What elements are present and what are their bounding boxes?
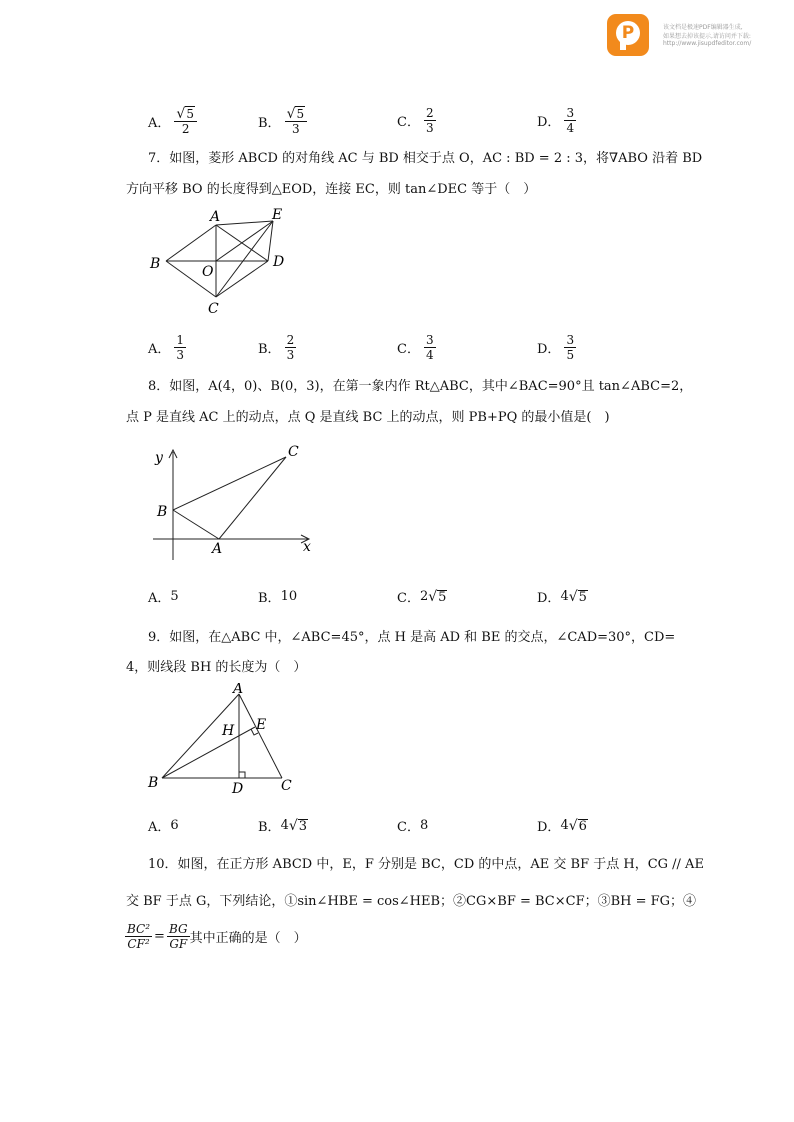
radical-sign-icon: √ [176, 106, 186, 122]
q9-option-d [537, 816, 588, 835]
option-label: A． [148, 591, 171, 606]
option-label: A． [148, 115, 171, 131]
q8-text-line2: 点 P 是直线 AC 上的动点，点 Q 是直线 BC 上的动点，则 PB+PQ 的最小值是( ) [126, 410, 610, 425]
fraction-numerator-sqrt [176, 106, 195, 121]
fraction-numerator: 3 [566, 333, 575, 347]
q7-option-b [258, 333, 296, 362]
q10-tail-text: 其中正确的是（ ） [189, 931, 307, 946]
radicand: 5 [578, 589, 587, 605]
q7-option-a [148, 333, 186, 362]
option-label: B． [258, 591, 281, 606]
option-fraction [424, 106, 436, 135]
option-coefficient: 2 [419, 589, 429, 604]
option-fraction [174, 106, 197, 136]
option-fraction [564, 106, 576, 135]
q8-label-a: A [212, 541, 223, 557]
q9-text-line1: 9．如图，在△ABC 中，∠ABC=45°，点 H 是高 AD 和 BE 的交点，∠CAD=30°，CD= [148, 630, 676, 645]
radicand: 6 [578, 818, 587, 834]
q10-text-line3 [125, 922, 307, 951]
fraction-numerator: 2 [286, 333, 295, 347]
watermark-line: http://www.jisupdfeditor.com/ [663, 40, 752, 47]
option-label: A． [148, 342, 171, 357]
option-label: D． [537, 591, 561, 606]
fraction-numerator [174, 106, 197, 122]
option-value: 8 [419, 818, 429, 833]
fraction-numerator: 3 [425, 333, 434, 347]
watermark-line: 如果想去掉该提示,请访问并下载: [663, 33, 751, 40]
q7-rhombus-figure [140, 205, 300, 320]
option-label: B． [258, 115, 281, 131]
option-label: C． [397, 115, 420, 130]
option-fraction [564, 333, 576, 362]
q8-option-b [258, 587, 297, 606]
q10-fraction-right [167, 922, 190, 951]
option-label: C． [397, 342, 420, 357]
q8-option-a [148, 587, 179, 606]
q7-label-o: O [202, 264, 214, 280]
fraction-denominator: 4 [566, 121, 575, 135]
q7-option-c [397, 333, 436, 362]
option-value: 10 [280, 589, 298, 604]
fraction-denominator: 5 [566, 348, 575, 362]
q10-frac1-num: BC² [127, 922, 151, 936]
option-coefficient: 4 [560, 589, 569, 604]
fraction-denominator: 4 [425, 348, 434, 362]
q6-option-a [148, 106, 197, 136]
q7-option-d [537, 333, 576, 362]
q10-frac2-num: BG [168, 922, 188, 936]
radicand: 3 [298, 818, 308, 834]
option-label: B． [258, 342, 281, 357]
q7-text-line1: 7．如图，菱形 ABCD 的对角线 AC 与 BD 相交于点 O，AC : BD = 2 : 3，将∇ABO 沿着 BD [148, 151, 703, 166]
option-sqrt [428, 589, 447, 605]
q8-option-c [397, 587, 447, 606]
q10-text-line1: 10．如图，在正方形 ABCD 中，E，F 分别是 BC，CD 的中点，AE 交 BF 于点 H，CG // AE [148, 857, 704, 872]
q9-label-a: A [233, 683, 244, 697]
radical-sign-icon: √ [288, 817, 298, 834]
q9-label-b: B [148, 775, 159, 791]
option-fraction [174, 333, 186, 362]
fraction-numerator [285, 106, 308, 122]
option-label: C． [397, 591, 420, 606]
q10-fraction-left [125, 922, 152, 951]
option-fraction [424, 333, 436, 362]
q7-label-d: D [273, 254, 285, 270]
q7-label-c: C [208, 301, 219, 317]
option-sqrt [569, 818, 588, 834]
option-value: 6 [170, 818, 179, 833]
option-coefficient: 4 [560, 818, 569, 833]
logo-letter: P [621, 23, 635, 43]
fraction-denominator: 3 [176, 348, 185, 362]
fraction-denominator: 3 [286, 348, 295, 362]
option-label: D． [537, 820, 561, 835]
q9-label-e: E [256, 717, 267, 733]
fraction-denominator: 3 [292, 122, 300, 136]
q6-option-b [258, 106, 307, 136]
option-label: D． [537, 342, 561, 357]
q7-label-b: B [150, 256, 161, 272]
q9-option-c [397, 816, 428, 835]
fraction-denominator: 2 [181, 122, 190, 136]
radical-sign-icon: √ [286, 106, 296, 122]
q9-label-c: C [281, 778, 292, 794]
q8-label-b: B [157, 504, 168, 520]
option-fraction [285, 106, 308, 136]
radicand: 5 [186, 107, 194, 121]
radicand: 5 [296, 107, 305, 121]
radical-sign-icon: √ [568, 588, 578, 605]
q6-option-c [397, 106, 436, 135]
radical-sign-icon: √ [428, 588, 438, 605]
option-label: D． [537, 115, 561, 130]
q7-label-a: A [210, 209, 221, 225]
option-sqrt [289, 818, 308, 834]
radical-sign-icon: √ [568, 817, 578, 834]
option-label: A． [148, 820, 171, 835]
q8-text-line1: 8．如图，A(4，0)、B(0，3)，在第一象内作 Rt△ABC，其中∠BAC=90°且 tan∠ABC=2， [148, 379, 693, 394]
option-sqrt [569, 589, 588, 605]
option-fraction [285, 333, 297, 362]
q9-option-b [258, 816, 308, 835]
q8-label-y: y [155, 450, 163, 466]
option-label: B． [258, 820, 281, 835]
fraction-numerator: 3 [566, 106, 575, 120]
radicand: 5 [438, 589, 447, 605]
q8-label-x: x [303, 539, 311, 555]
q8-coordinate-figure [145, 440, 325, 560]
q9-text-line2: 4，则线段 BH 的长度为（ ） [126, 660, 307, 675]
q10-text-line2: 交 BF 于点 G，下列结论，①sin∠HBE = cos∠HEB；②CG×BF = BC×CF；③BH = FG；④ [126, 894, 697, 909]
option-label: C． [397, 820, 420, 835]
q7-text-line2: 方向平移 BO 的长度得到△EOD，连接 EC，则 tan∠DEC 等于（ ） [126, 182, 537, 197]
pdf-editor-logo-icon [607, 14, 649, 56]
option-value: 5 [170, 589, 179, 604]
fraction-numerator: 1 [176, 333, 185, 347]
q10-equals: = [154, 929, 165, 944]
q7-label-e: E [272, 207, 283, 223]
q10-frac1-den: CF² [127, 937, 150, 951]
option-coefficient: 4 [280, 818, 289, 833]
q6-option-d [537, 106, 576, 135]
q9-label-d: D [232, 781, 244, 797]
q10-frac2-den: GF [169, 937, 188, 951]
fraction-numerator-sqrt [287, 106, 306, 121]
q9-triangle-figure [140, 683, 300, 798]
q9-label-h: H [222, 723, 235, 739]
q8-label-c: C [288, 444, 299, 460]
q9-option-a [148, 816, 179, 835]
q8-option-d [537, 587, 588, 606]
watermark-line: 该文档是极速PDF编辑器生成, [663, 24, 743, 31]
fraction-numerator: 2 [425, 106, 434, 120]
fraction-denominator: 3 [425, 121, 434, 135]
